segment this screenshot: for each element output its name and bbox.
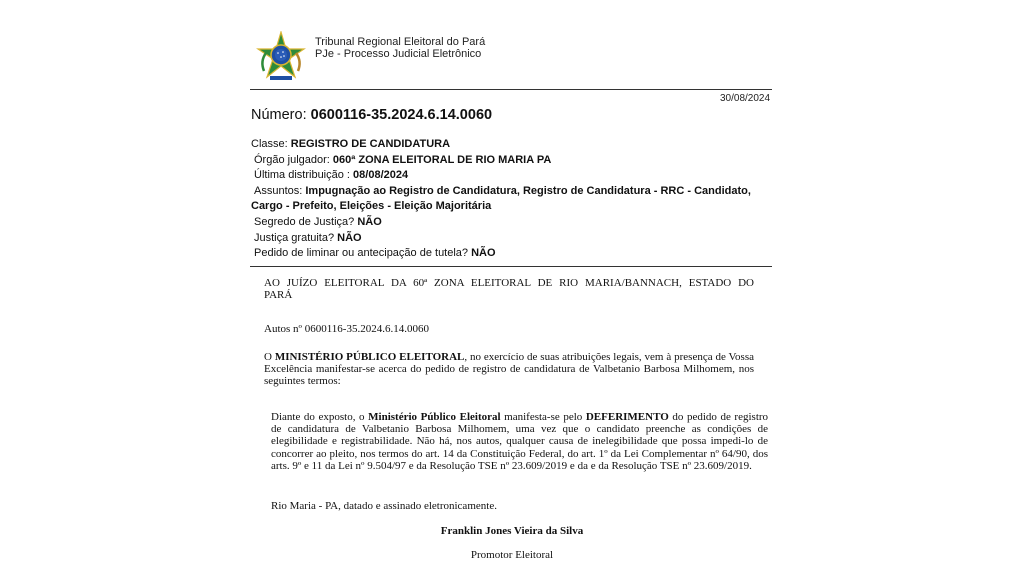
classe-label: Classe: (251, 138, 288, 150)
intro-text: , no exercício de suas atribuições legais, vem à presença de Vossa Excelência manifestar-se acerca do pedido de registro de candidatura de Valbetanio Barbosa Milhomem, nos seguintes termos: (264, 351, 754, 388)
meta-assuntos (251, 184, 771, 200)
gratuita-value: NÃO (337, 231, 362, 244)
case-number-value: 0600116-35.2024.6.14.0060 (310, 107, 493, 123)
meta-classe (251, 137, 771, 153)
segredo-label: Segredo de Justiça? (254, 215, 355, 228)
closing-line: Rio Maria - PA, datado e assinado eletronicamente. (271, 500, 497, 512)
addressee-line1: AO JUÍZO ELEITORAL DA 60ª ZONA ELEITORAL DE RIO MARIA/BANNACH, ESTADO DO (264, 277, 754, 289)
signer-name: Franklin Jones Vieira da Silva (440, 525, 584, 537)
conclusion-paragraph (271, 411, 768, 472)
intro-institution: MINISTÉRIO PÚBLICO ELEITORAL (274, 351, 465, 363)
meta-segredo (251, 215, 771, 231)
meta-liminar (251, 246, 771, 262)
document-date: 30/08/2024 (720, 93, 771, 104)
meta-gratuita (251, 231, 771, 247)
signer-role: Promotor Eleitoral (470, 549, 554, 561)
concl-a: Diante do exposto, o (271, 411, 365, 423)
system-name: PJe - Processo Judicial Eletrônico (315, 48, 482, 60)
gratuita-label: Justiça gratuita? (254, 231, 335, 244)
assuntos-value-line2: Cargo - Prefeito, Eleições - Eleição Majoritária (251, 200, 492, 213)
body-divider (250, 266, 772, 267)
liminar-label: Pedido de liminar ou antecipação de tutela? (254, 247, 469, 260)
segredo-value: NÃO (357, 215, 382, 228)
court-name: Tribunal Regional Eleitoral do Pará (315, 36, 486, 48)
classe-value: REGISTRO DE CANDIDATURA (290, 138, 451, 150)
concl-decision: DEFERIMENTO (585, 411, 669, 423)
meta-assuntos-cont (251, 199, 771, 215)
orgao-value: 060ª ZONA ELEITORAL DE RIO MARIA PA (332, 153, 552, 166)
concl-text: do pedido de registro de candidatura de Valbetanio Barbosa Milhomem, uma vez que o candidato preenche as condições de elegibilidade e registrabilidade. Não há, nos autos, qualquer causa de inelegibilidade que possa impedi-lo de concorrer ao pleito, nos termos do art. 14 da Constituição Federal, do art. 1º da Lei Complementar nº 64/90, dos arts. 9º e 11 da Lei nº 9.504/97 e da Resolução TSE nº 23.609/2019 e da e da Resolução TSE nº 23.609/2019. (271, 411, 769, 472)
case-metadata (251, 137, 771, 262)
orgao-label: Órgão julgador: (254, 153, 330, 166)
intro-paragraph (264, 351, 754, 388)
assuntos-label: Assuntos: (254, 184, 303, 197)
intro-o: O (264, 351, 272, 363)
addressee-line2: PARÁ (264, 289, 293, 302)
concl-c: manifesta-se pelo (504, 411, 583, 423)
header-court-info (315, 36, 485, 60)
assuntos-value-line1: Impugnação ao Registro de Candidatura, Registro de Candidatura - RRC - Candidato, (305, 184, 751, 197)
meta-distribuicao (251, 168, 771, 184)
header-divider (250, 89, 772, 90)
meta-orgao (251, 153, 771, 169)
coat-of-arms-emblem (256, 31, 306, 83)
case-number (251, 107, 492, 123)
liminar-value: NÃO (471, 247, 496, 260)
case-number-label: Número: (251, 107, 307, 123)
addressee (264, 277, 754, 301)
concl-institution: Ministério Público Eleitoral (368, 411, 501, 423)
distribuicao-label: Última distribuição : (254, 169, 350, 182)
autos-reference: Autos nº 0600116-35.2024.6.14.0060 (264, 323, 429, 335)
distribuicao-value: 08/08/2024 (353, 169, 409, 182)
